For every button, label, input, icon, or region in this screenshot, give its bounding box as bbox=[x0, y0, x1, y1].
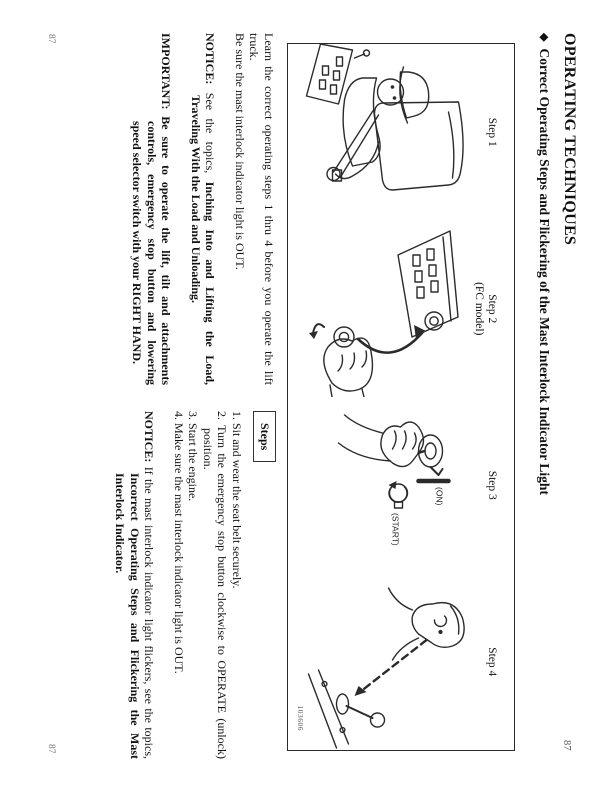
right-column bbox=[113, 411, 276, 759]
figure-cell-step2 bbox=[288, 221, 514, 398]
important-label: IMPORTANT: bbox=[159, 33, 174, 110]
step3-label: Step 3 bbox=[486, 470, 498, 500]
figure-id: 103606 bbox=[296, 705, 305, 731]
figure-cell-step3 bbox=[288, 397, 514, 574]
step1-illustration-seatbelt bbox=[288, 44, 483, 220]
step2-sublabel: (FC model) bbox=[473, 282, 485, 336]
page-number-top-right: 87 bbox=[561, 740, 572, 751]
step3-illustration-key-switch bbox=[288, 397, 483, 573]
notice-left-bold: Inching Into and Lifting the Load, Traveling With the Load and Unloading. bbox=[189, 95, 218, 385]
notice-paragraph-left bbox=[189, 33, 218, 385]
important-paragraph bbox=[130, 33, 174, 385]
subtitle-text: Correct Operating Steps and Flickering of the Mast Interlock Indicator Light bbox=[537, 48, 552, 495]
step1-label: Step 1 bbox=[486, 117, 498, 147]
body-columns bbox=[113, 33, 276, 759]
steps-box-label: Steps bbox=[253, 411, 276, 462]
intro-paragraph-1: Learn the correct operating steps 1 thru 4 before you operate the lift truck. bbox=[247, 33, 276, 385]
key-position-start-label: (START) bbox=[390, 513, 401, 546]
notice-right-label: NOTICE: bbox=[142, 411, 157, 463]
page-title: OPERATING TECHNIQUES bbox=[561, 33, 578, 246]
section-subtitle bbox=[536, 33, 552, 753]
step-list-item: 1. Sit and wear the seat belt securely. bbox=[230, 411, 244, 589]
figure-box bbox=[287, 43, 515, 751]
figure-cell-step4 bbox=[288, 574, 514, 751]
notice-right-bold: Incorrect Operating Steps and Flickering the Mast Interlock Indicator. bbox=[113, 473, 142, 759]
notice-left-label: NOTICE: bbox=[203, 33, 218, 85]
key-position-on-label: (ON) bbox=[434, 487, 445, 506]
important-text: Be sure to operate the lift, tilt and attachments controls, emergency stop button and lowering speed selector switch with your RIGHT HAND. bbox=[130, 116, 174, 385]
page-number-bottom-right: 87 bbox=[46, 744, 56, 754]
step-list-item: 3. Start the engine. bbox=[186, 411, 201, 502]
step4-illustration-indicator-check bbox=[288, 574, 483, 750]
step2-illustration-emergency-stop bbox=[288, 221, 470, 397]
diamond-bullet-icon: ◆ bbox=[538, 33, 550, 42]
notice-left-regular: See the topics, bbox=[203, 92, 218, 174]
left-column bbox=[113, 33, 276, 385]
step-list-item: 2. Turn the emergency stop button clockwise to OPERATE (unlock) position. bbox=[201, 411, 230, 759]
notice-paragraph-right bbox=[113, 411, 157, 759]
intro-paragraph-2: Be sure the mast interlock indicator light is OUT. bbox=[233, 33, 247, 270]
step-list-item: 4. Make sure the mast interlock indicator light is OUT. bbox=[172, 411, 186, 674]
figure-cell-step1 bbox=[288, 44, 514, 221]
step2-label: Step 2 (FC model) bbox=[473, 282, 498, 336]
page-number-bottom-left: 87 bbox=[46, 34, 56, 44]
notice-right-regular: If the mast interlock indicator light flickers, see the topics, bbox=[142, 466, 157, 760]
step4-label: Step 4 bbox=[486, 647, 498, 677]
